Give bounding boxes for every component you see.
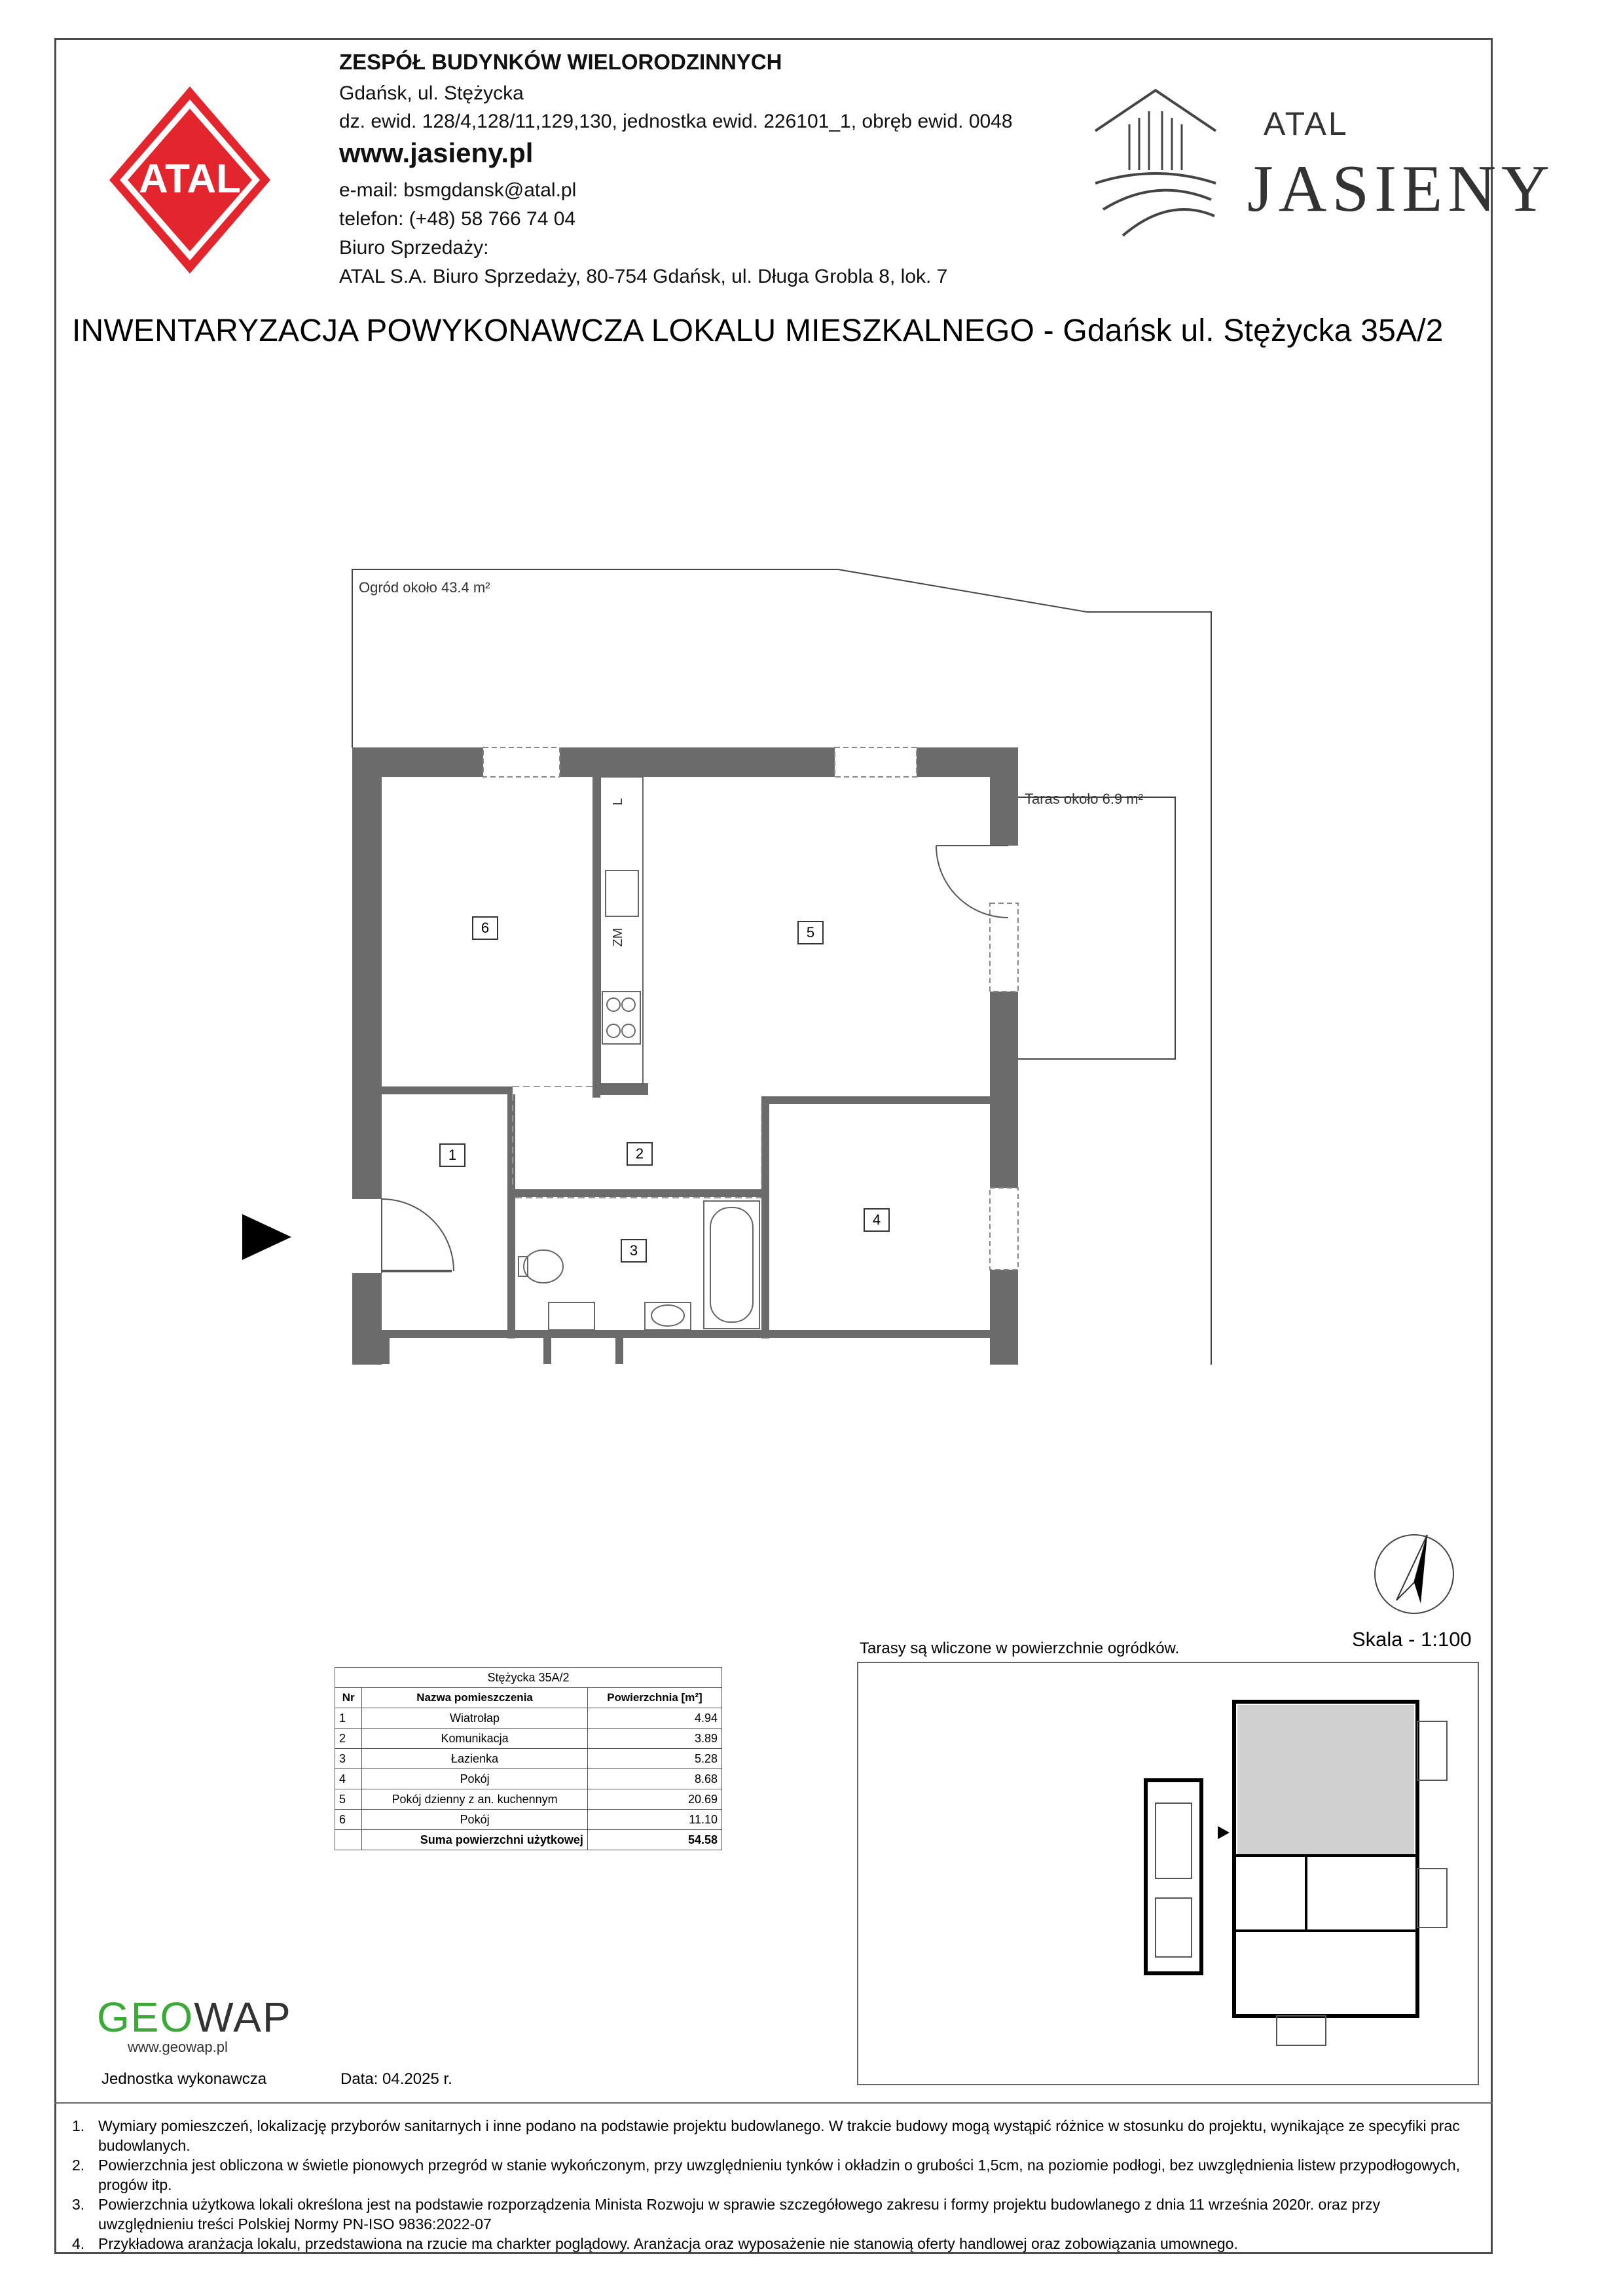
table-row bbox=[335, 1729, 722, 1749]
project-name: ZESPÓŁ BUDYNKÓW WIELORODZINNYCH bbox=[339, 50, 782, 74]
geowap-site[interactable]: www.geowap.pl bbox=[128, 2039, 228, 2055]
notes-divider bbox=[54, 2102, 1493, 2104]
note-item: 1. Wymiary pomieszczeń, lokalizację przyborów sanitarnych i inne podano na podstawie projektu budowlanego. W trakcie budowy mogą wystąpić różnice w stosunku do projektu, wynikające ze specyfiki prac budowlanych. bbox=[72, 2117, 1460, 2154]
row-area: 4.94 bbox=[587, 1708, 721, 1729]
atal-logo-text: ATAL bbox=[138, 156, 242, 202]
sum-label: Suma powierzchni użytkowej bbox=[362, 1830, 588, 1850]
sum-value: 54.58 bbox=[587, 1830, 721, 1850]
garden-label: Ogród około 43.4 m² bbox=[359, 579, 490, 596]
bathroom-fixtures bbox=[519, 1201, 759, 1330]
row-name: Pokój bbox=[362, 1810, 588, 1830]
table-row bbox=[335, 1810, 722, 1830]
row-nr: 5 bbox=[335, 1789, 362, 1810]
row-area: 11.10 bbox=[587, 1810, 721, 1830]
dishwasher-label: ZM bbox=[611, 927, 625, 947]
terrace-label: Taras około 6.9 m² bbox=[1025, 791, 1143, 807]
brand-large: JASIENY bbox=[1247, 152, 1555, 226]
note-item: 4. Przykładowa aranżacja lokalu, przedstawiona na rzucie ma charkter poglądowy. Aranżacja oraz wyposażenie nie stanowią oferty handlowej oraz zobowiązania umownego. bbox=[72, 2235, 1238, 2252]
row-nr: 3 bbox=[335, 1749, 362, 1769]
table-row bbox=[335, 1749, 722, 1769]
row-name: Pokój bbox=[362, 1769, 588, 1789]
row-name: Wiatrołap bbox=[362, 1708, 588, 1729]
table-sum-row bbox=[335, 1830, 722, 1850]
north-arrow-icon bbox=[1375, 1535, 1453, 1613]
unit-label: Jednostka wykonawcza bbox=[101, 2070, 267, 2088]
garden-outline bbox=[352, 569, 1211, 1365]
row-nr: 6 bbox=[335, 1810, 362, 1830]
row-nr: 1 bbox=[335, 1708, 362, 1729]
geowap-logo bbox=[97, 1993, 292, 2041]
notes-list bbox=[72, 2116, 1467, 2253]
row-nr: 4 bbox=[335, 1769, 362, 1789]
scale-label: Skala - 1:100 bbox=[1352, 1628, 1472, 1651]
website-link[interactable]: www.jasieny.pl bbox=[339, 137, 534, 168]
office-label: Biuro Sprzedaży: bbox=[339, 237, 489, 259]
doors bbox=[382, 846, 1008, 1273]
keyplan-drawing bbox=[1146, 1702, 1447, 2045]
city-street: Gdańsk, ul. Stężycka bbox=[339, 82, 524, 104]
table-caption: Stężycka 35A/2 bbox=[335, 1668, 722, 1688]
table-row bbox=[335, 1708, 722, 1729]
date-label: Data: 04.2025 r. bbox=[340, 2070, 452, 2088]
brand-small: ATAL bbox=[1264, 105, 1349, 142]
terrace-outline bbox=[1018, 797, 1175, 1059]
geowap-logo-wap: WAP bbox=[194, 1994, 292, 2041]
table-header-area: Powierzchnia [m²] bbox=[587, 1688, 721, 1708]
table-header-nr: Nr bbox=[335, 1688, 362, 1708]
walls bbox=[352, 747, 1018, 1365]
fridge-label: L bbox=[611, 798, 625, 806]
note-item: 3. Powierzchnia użytkowa lokali określona jest na podstawie rozporządzenia Minista Rozwoju w sprawie szczegółowego zakresu i formy projektu budowlanego z dnia 11 września 2020r. oraz przy uwzględnieniu treści Polskiej Normy PN-ISO 9836:2022-07 bbox=[72, 2196, 1381, 2233]
room-2-number: 2 bbox=[627, 1142, 653, 1166]
entrance-arrow-icon bbox=[242, 1214, 291, 1260]
room-1-number: 1 bbox=[439, 1143, 465, 1167]
phone-number: telefon: (+48) 58 766 74 04 bbox=[339, 208, 576, 230]
room-3-number: 3 bbox=[621, 1239, 647, 1263]
keyplan-note: Tarasy są wliczone w powierzchnie ogródków. bbox=[860, 1640, 1180, 1657]
row-nr: 2 bbox=[335, 1729, 362, 1749]
row-name: Pokój dzienny z an. kuchennym bbox=[362, 1789, 588, 1810]
room-area-table bbox=[335, 1667, 722, 1850]
row-name: Łazienka bbox=[362, 1749, 588, 1769]
geowap-logo-geo: GEO bbox=[97, 1994, 194, 2041]
office-address: ATAL S.A. Biuro Sprzedaży, 80-754 Gdańsk, ul. Długa Grobla 8, lok. 7 bbox=[339, 266, 948, 287]
table-header-name: Nazwa pomieszczenia bbox=[362, 1688, 588, 1708]
row-name: Komunikacja bbox=[362, 1729, 588, 1749]
parcel-info: dz. ewid. 128/4,128/11,129,130, jednostka ewid. 226101_1, obręb ewid. 0048 bbox=[339, 111, 1013, 132]
table-row bbox=[335, 1769, 722, 1789]
room-6-number: 6 bbox=[472, 916, 498, 940]
row-area: 20.69 bbox=[587, 1789, 721, 1810]
row-area: 3.89 bbox=[587, 1729, 721, 1749]
page-title: INWENTARYZACJA POWYKONAWCZA LOKALU MIESZKALNEGO - Gdańsk ul. Stężycka 35A/2 bbox=[72, 314, 1444, 348]
email-link[interactable]: e-mail: bsmgdansk@atal.pl bbox=[339, 179, 577, 201]
table-row bbox=[335, 1789, 722, 1810]
note-item: 2. Powierzchnia jest obliczona w świetle pionowych przegród w stanie wykończonym, przy uwzględnieniu tynków i okładzin o grubości 1,5cm, na poziomie podłogi, bez uwzględnienia listew przypodłogowych, progów itp. bbox=[72, 2157, 1461, 2193]
room-4-number: 4 bbox=[864, 1208, 890, 1232]
row-area: 8.68 bbox=[587, 1769, 721, 1789]
row-area: 5.28 bbox=[587, 1749, 721, 1769]
room-5-number: 5 bbox=[797, 921, 824, 944]
